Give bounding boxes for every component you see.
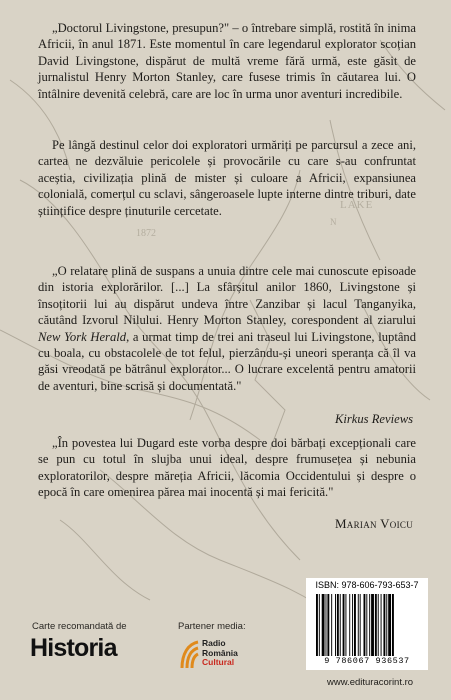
publisher-website: www.edituracorint.ro (327, 677, 414, 688)
description-paragraph-2: Pe lângă destinul celor doi exploratori urmăriți pe parcursul a zece ani, cartea ne dezvăluie pericolele și provocările cu care s-au confruntat aceștia, civilizația plină de mister și culoare a Africii, expansiunea colonială, comerțul cu sclavi, sângeroasele lupte interne dintre triburi, date științifice despre ținuturile cercetate. (38, 138, 416, 218)
recommended-by-label: Carte recomandată de (32, 621, 127, 632)
review-kirkus-text-before: „O relatare plină de suspans a unuia dintre cele mai cunoscute episoade din istoria explorărilor. [...] La sfârșitul anilor 1860, Livingstone și însoțitorii lui au dispărut undeva între Zanzibar și lacul Tanganyika, căutând Izvorul Nilului. Henry Morton Stanley, corespondent al ziarului (38, 264, 416, 328)
isbn-number: ISBN: 978-606-793-653-7 (315, 580, 419, 590)
radio-text-line1: Radio (202, 638, 226, 648)
map-label-year: 1872 (136, 228, 156, 239)
historia-logo: Historia (30, 634, 117, 662)
map-label-lake: LAKE (340, 199, 374, 211)
barcode-digits: 9 786067 936537 (324, 656, 410, 666)
review-kirkus-text-after: , a urmat timp de trei ani traseul lui Livingstone, luptând cu boala, cu obstacolele de tot felul, pierzându-și uneori speranța că îl va găsi vreodată pe bătrânul explorator... O lucrare excelentă pentru amatorii de aventuri, bine scrisă și documentată." (38, 329, 417, 393)
description-paragraph-1: „Doctorul Livingstone, presupun?" – o întrebare simplă, rostită în inima Africii, în anul 1871. Este momentul în care legendarul explorator scoțian David Livingstone, dispărut de multă vreme fără urmă, este găsit de jurnalistul Henry Morton Stanley, care fusese trimis în căutarea lui. O întâlnire devenită celebră, care are loc în urma unor aventuri incredibile. (38, 21, 416, 101)
review-source-kirkus: Kirkus Reviews (335, 412, 413, 426)
radio-text-line2: România (202, 647, 238, 658)
radio-text-line3: Cultural (202, 657, 235, 667)
review-kirkus (38, 263, 416, 394)
review-source-voicu: Marian Voicu (334, 516, 413, 531)
newspaper-name: New York Herald (38, 329, 127, 344)
radio-logo-text (202, 639, 238, 668)
barcode-icon (314, 594, 422, 656)
map-label-n: N (330, 217, 337, 227)
isbn-barcode-box (306, 578, 428, 670)
review-voicu: „În povestea lui Dugard este vorba despre doi bărbați excepționali care se pun cu totul în slujba unui ideal, despre frumusețea și nebunia exploratorilor, despre măreția Africii, lăcomia Occidentului și despre o epocă în care omenirea părea mai inocentă și mai fericită." (38, 436, 416, 500)
media-partner-label: Partener media: (178, 621, 246, 632)
